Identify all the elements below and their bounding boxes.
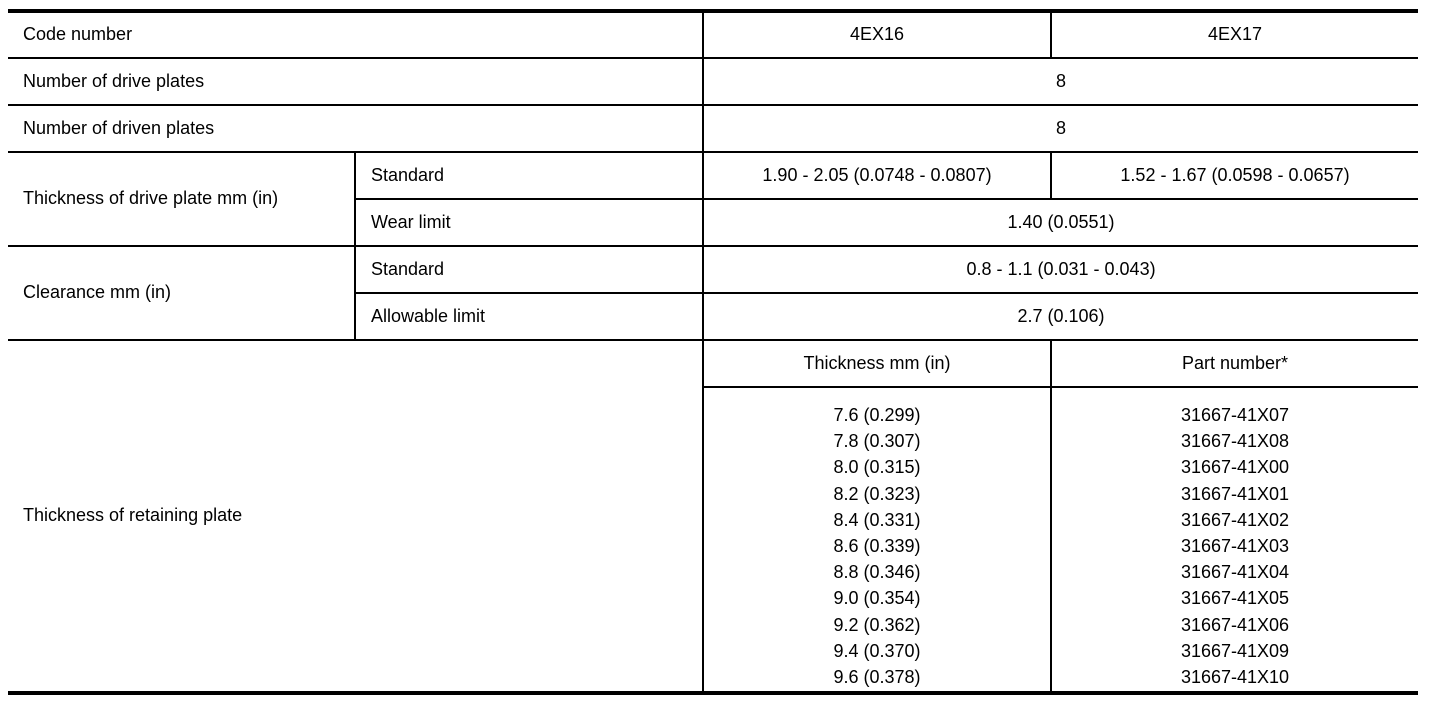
thickness-value: 9.0 (0.354) bbox=[833, 588, 921, 609]
retaining-plate-label: Thickness of retaining plate bbox=[8, 340, 703, 693]
clearance-allowable-label: Allowable limit bbox=[355, 293, 703, 340]
part-number-value: 31667-41X02 bbox=[1180, 509, 1290, 530]
code-4ex17: 4EX17 bbox=[1051, 11, 1418, 58]
thickness-value: 9.4 (0.370) bbox=[833, 640, 921, 661]
code-number-row bbox=[8, 11, 1418, 58]
retaining-part-list bbox=[1051, 387, 1418, 693]
part-number-value: 31667-41X00 bbox=[1180, 457, 1290, 478]
code-4ex16: 4EX16 bbox=[703, 11, 1051, 58]
part-number-value: 31667-41X04 bbox=[1180, 562, 1290, 583]
drive-plate-wear-value: 1.40 (0.0551) bbox=[703, 199, 1418, 246]
part-number-value: 31667-41X01 bbox=[1180, 483, 1290, 504]
thickness-value: 8.0 (0.315) bbox=[833, 457, 921, 478]
retaining-thickness-list bbox=[703, 387, 1051, 693]
part-number-value: 31667-41X05 bbox=[1180, 588, 1290, 609]
thickness-value: 8.8 (0.346) bbox=[833, 562, 921, 583]
drive-plate-standard-label: Standard bbox=[355, 152, 703, 199]
thickness-value: 7.6 (0.299) bbox=[833, 405, 921, 425]
thickness-value: 7.8 (0.307) bbox=[833, 431, 921, 452]
thickness-value: 8.4 (0.331) bbox=[833, 509, 921, 530]
clearance-standard-label: Standard bbox=[355, 246, 703, 293]
part-number-value: 31667-41X03 bbox=[1180, 536, 1290, 557]
part-number-value: 31667-41X08 bbox=[1180, 431, 1290, 452]
retaining-thickness-header: Thickness mm (in) bbox=[703, 340, 1051, 387]
retaining-part-header: Part number* bbox=[1051, 340, 1418, 387]
thickness-value: 8.2 (0.323) bbox=[833, 483, 921, 504]
drive-plates-row bbox=[8, 58, 1418, 105]
thickness-value: 9.6 (0.378) bbox=[833, 667, 921, 688]
drive-plate-standard-4ex16: 1.90 - 2.05 (0.0748 - 0.0807) bbox=[703, 152, 1051, 199]
part-number-value: 31667-41X07 bbox=[1180, 405, 1290, 425]
driven-plates-value: 8 bbox=[703, 105, 1418, 152]
part-number-value: 31667-41X10 bbox=[1180, 667, 1290, 688]
drive-plates-label: Number of drive plates bbox=[8, 58, 703, 105]
driven-plates-row bbox=[8, 105, 1418, 152]
clearance-standard-row bbox=[8, 246, 1418, 293]
thickness-value: 9.2 (0.362) bbox=[833, 614, 921, 635]
clearance-standard-value: 0.8 - 1.1 (0.031 - 0.043) bbox=[703, 246, 1418, 293]
retaining-plate-header-row bbox=[8, 340, 1418, 387]
part-number-value: 31667-41X06 bbox=[1180, 614, 1290, 635]
thickness-value: 8.6 (0.339) bbox=[833, 536, 921, 557]
clearance-label: Clearance mm (in) bbox=[8, 246, 355, 340]
clearance-allowable-value: 2.7 (0.106) bbox=[703, 293, 1418, 340]
drive-plate-thickness-label: Thickness of drive plate mm (in) bbox=[8, 152, 355, 246]
drive-plates-value: 8 bbox=[703, 58, 1418, 105]
driven-plates-label: Number of driven plates bbox=[8, 105, 703, 152]
part-number-value: 31667-41X09 bbox=[1180, 640, 1290, 661]
drive-plate-wear-label: Wear limit bbox=[355, 199, 703, 246]
drive-plate-standard-4ex17: 1.52 - 1.67 (0.0598 - 0.0657) bbox=[1051, 152, 1418, 199]
spec-table bbox=[8, 9, 1418, 695]
code-number-label: Code number bbox=[23, 24, 133, 45]
drive-plate-standard-row bbox=[8, 152, 1418, 199]
